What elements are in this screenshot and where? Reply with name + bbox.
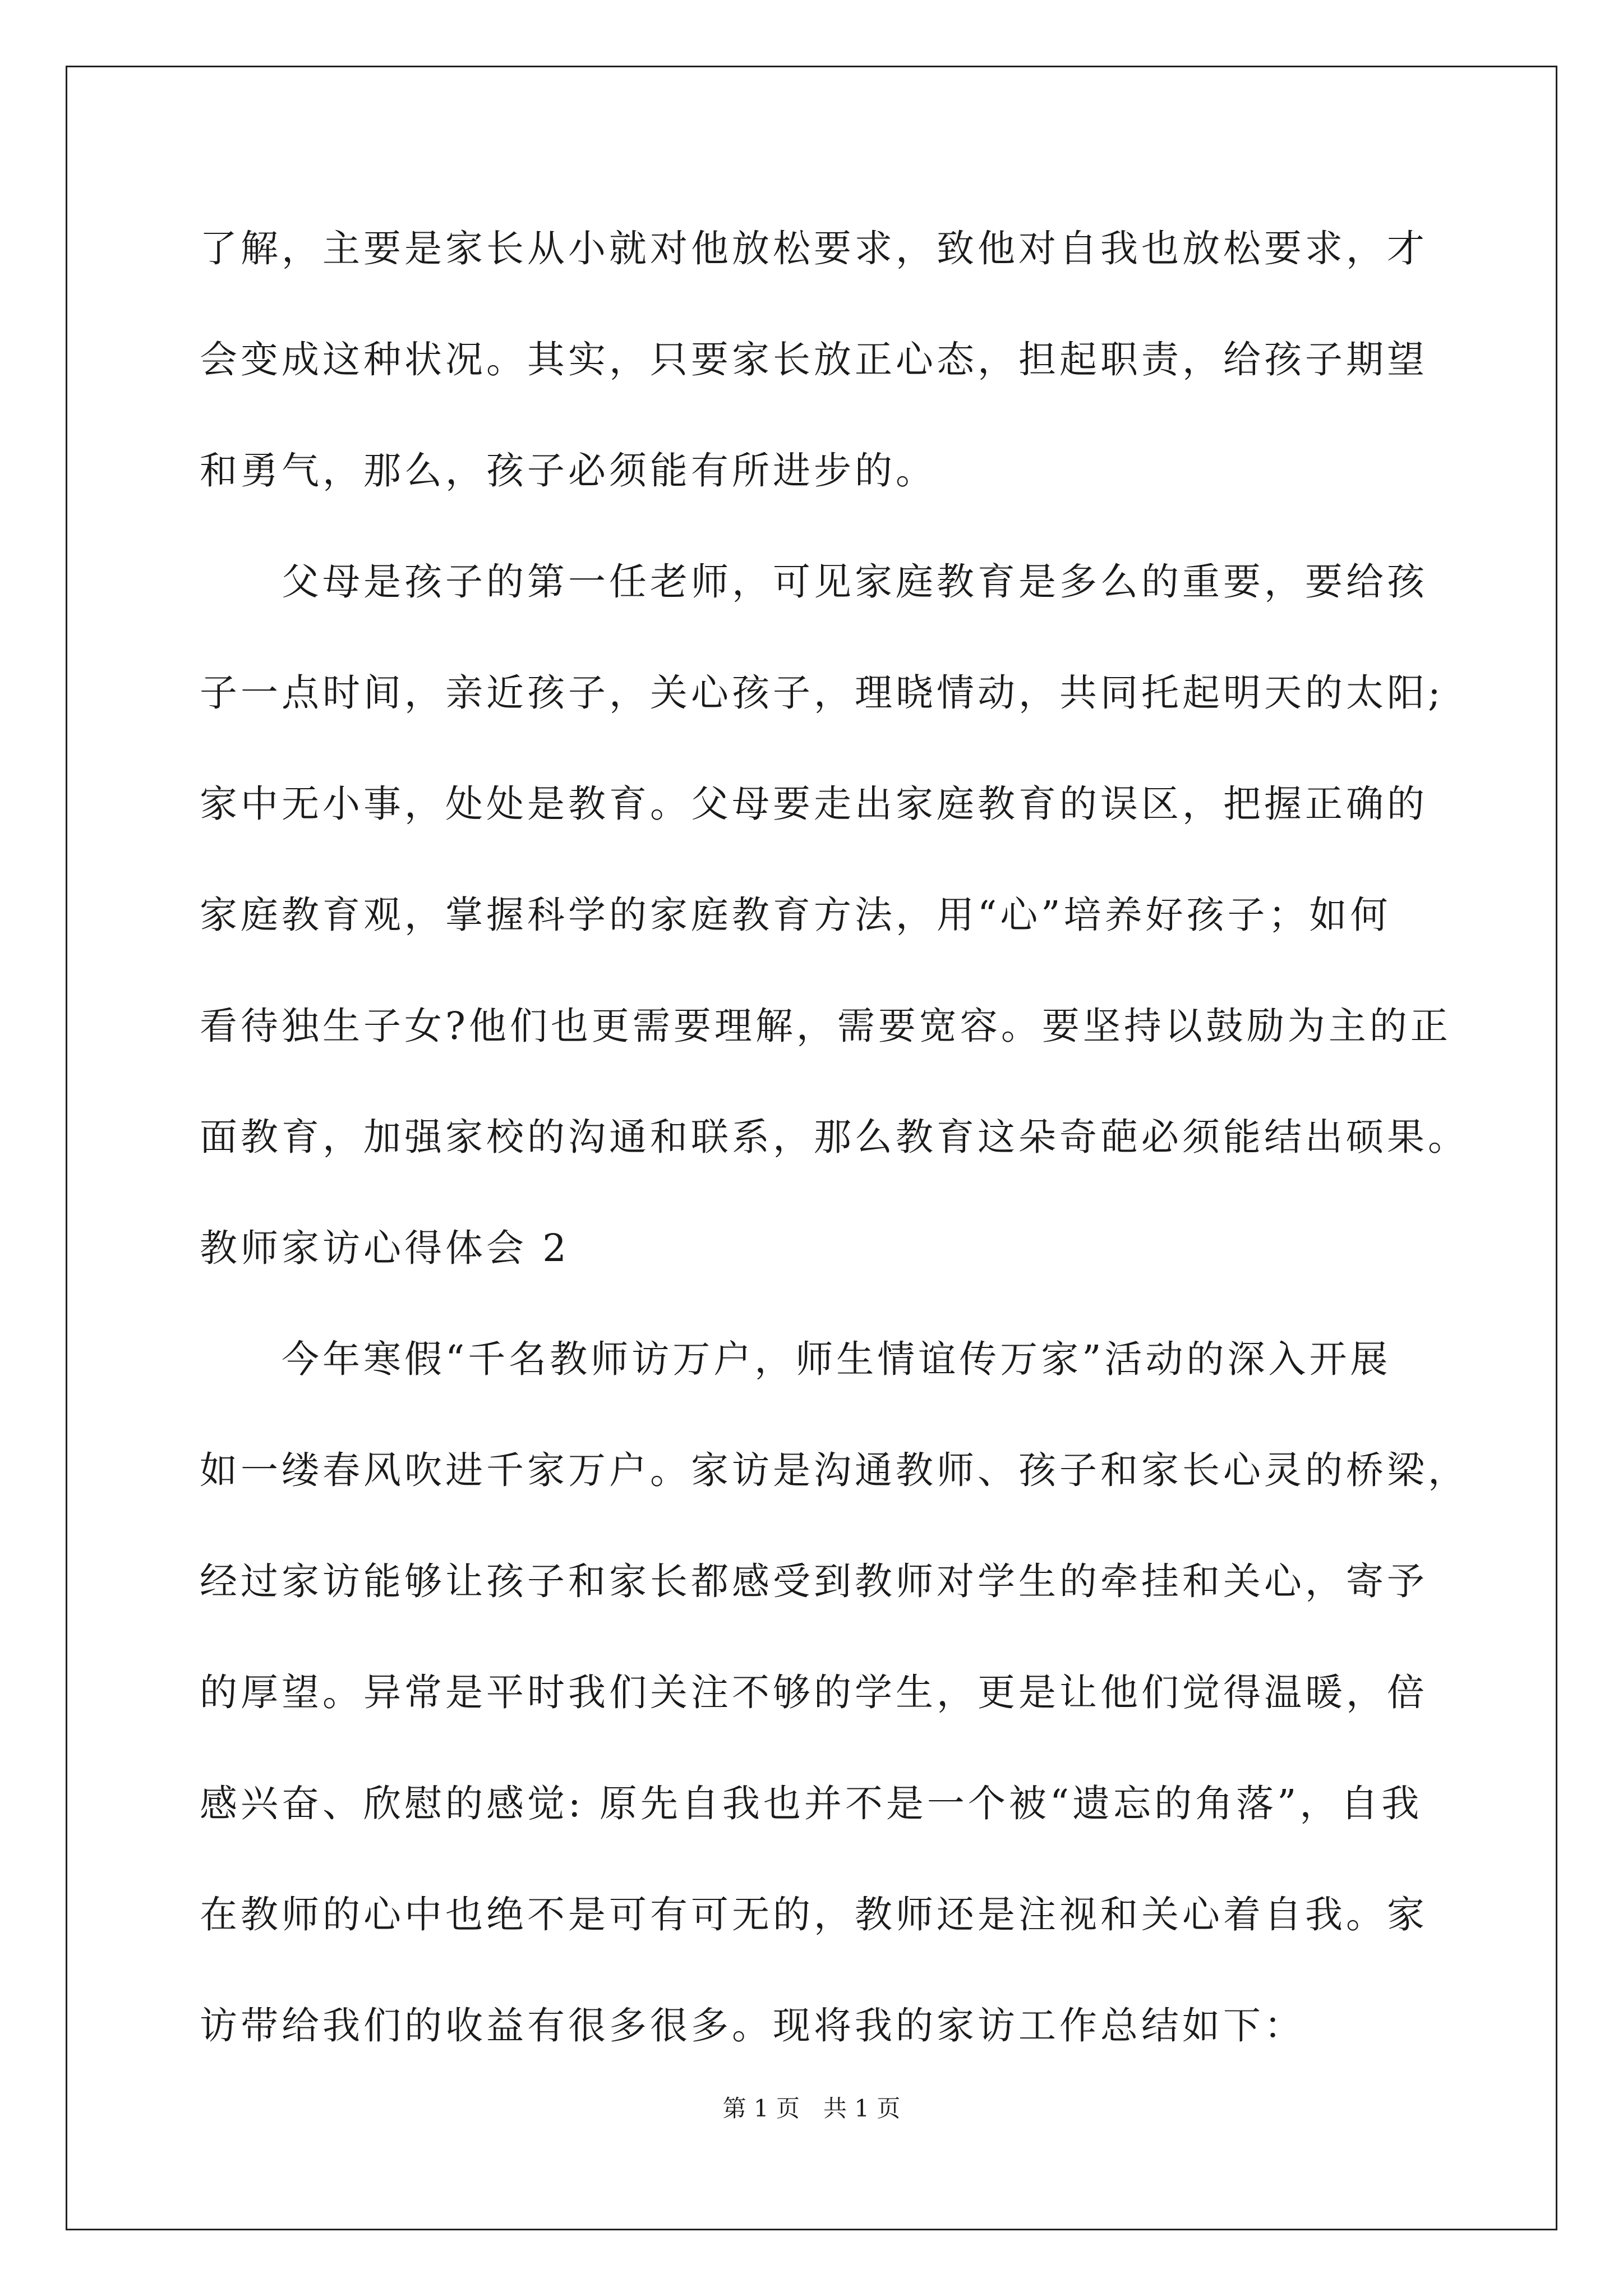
- text-line: 家庭教育观，掌握科学的家庭教育方法，用“心”培养好孩子；如何: [200, 893, 1391, 937]
- text-line: 面教育，加强家校的沟通和联系，那么教育这朵奇葩必须能结出硕果。: [200, 1115, 1469, 1159]
- text-line: 看待独生子女?他们也更需要理解，需要宽容。要坚持以鼓励为主的正: [200, 1004, 1451, 1048]
- text-line: 今年寒假“千名教师访万户，师生情谊传万家”活动的深入开展: [200, 1337, 1391, 1381]
- text-line: 如一缕春风吹进千家万户。家访是沟通教师、孩子和家长心灵的桥梁，: [200, 1448, 1469, 1492]
- text-line: 子一点时间，亲近孩子，关心孩子，理晓情动，共同托起明天的太阳;: [200, 671, 1444, 715]
- text-line: 和勇气，那么，孩子必须能有所进步的。: [200, 449, 937, 493]
- text-line: 感兴奋、欣慰的感觉: 原先自我也并不是一个被“遗忘的角落”，自我: [200, 1782, 1423, 1825]
- page-footer: 第 1 页 共 1 页: [722, 2095, 901, 2122]
- text-line: 在教师的心中也绝不是可有可无的，教师还是注视和关心着自我。家: [200, 1893, 1428, 1936]
- text-line: 了解，主要是家长从小就对他放松要求，致他对自我也放松要求，才: [200, 227, 1428, 270]
- text-line: 的厚望。异常是平时我们关注不够的学生，更是让他们觉得温暖，倍: [200, 1671, 1428, 1714]
- text-line: 家中无小事，处处是教育。父母要走出家庭教育的误区，把握正确的: [200, 782, 1428, 826]
- text-line: 访带给我们的收益有很多很多。现将我的家访工作总结如下：: [200, 2004, 1305, 2047]
- section-heading: 教师家访心得体会 2: [200, 1226, 570, 1270]
- text-line: 会变成这种状况。其实，只要家长放正心态，担起职责，给孩子期望: [200, 338, 1428, 381]
- text-line: 经过家访能够让孩子和家长都感受到教师对学生的牵挂和关心，寄予: [200, 1559, 1428, 1603]
- text-line: 父母是孩子的第一任老师，可见家庭教育是多么的重要，要给孩: [200, 560, 1428, 604]
